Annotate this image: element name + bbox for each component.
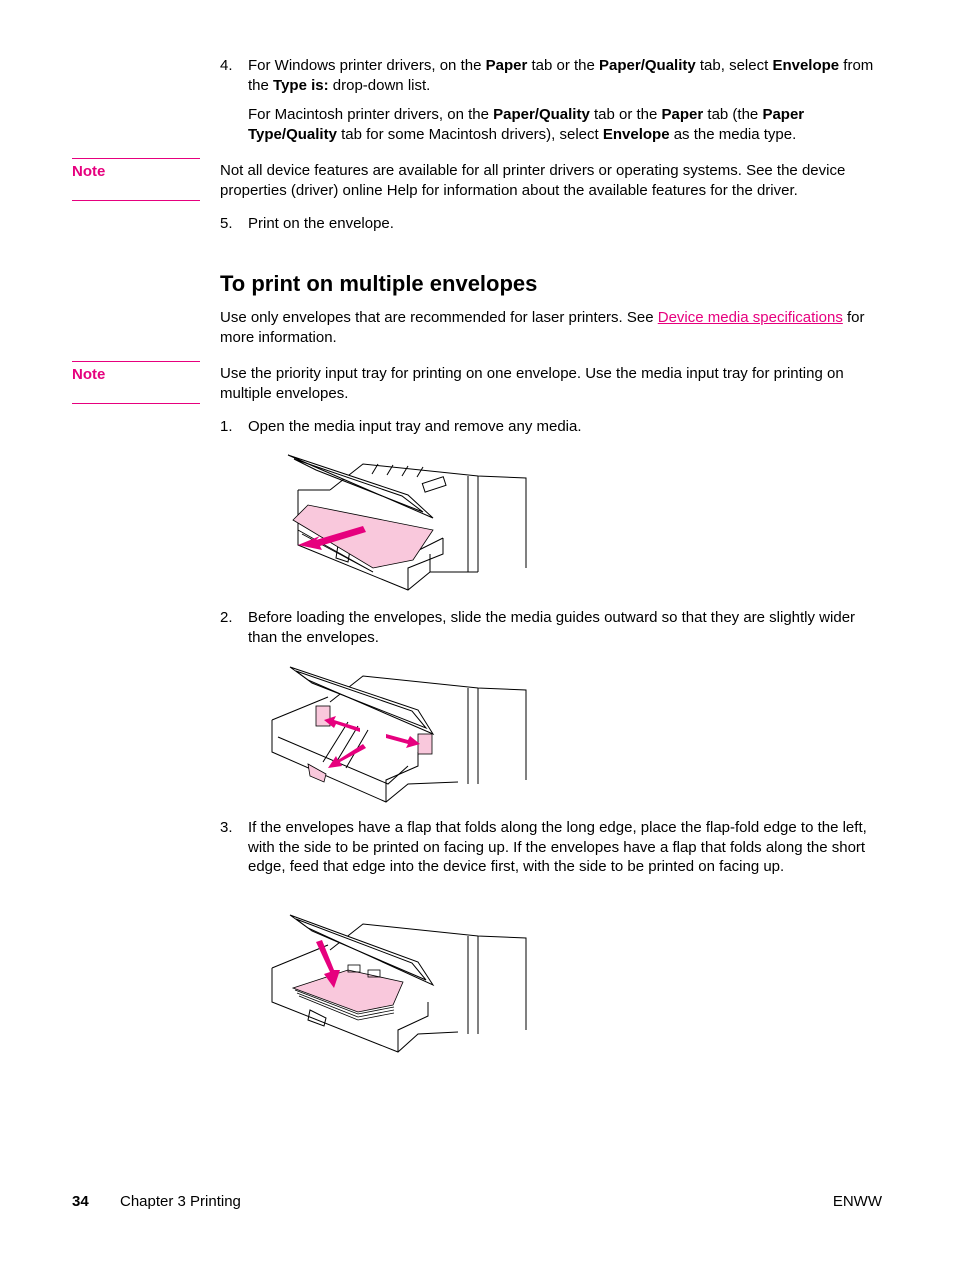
step-number: 4. [220, 57, 233, 74]
section-intro: Use only envelopes that are recommended for laser printers. See Device media specifications for more information. [220, 309, 865, 346]
slide-media-guides-illustration [268, 662, 530, 804]
chapter-title: Chapter 3 Printing [120, 1193, 241, 1210]
step-4-mac-text: For Macintosh printer drivers, on the Paper/Quality tab or the Paper tab (the Paper Type/Quality tab for some Macintosh drivers), select Envelope as the media type. [248, 106, 805, 143]
step-number: 5. [220, 215, 233, 232]
step-text: Before loading the envelopes, slide the media guides outward so that they are slightly wider than the envelopes. [248, 609, 856, 646]
step-text: Print on the envelope. [248, 215, 394, 232]
step-text: Open the media input tray and remove any media. [248, 418, 582, 435]
note-bottom-rule [72, 200, 200, 201]
note-bottom-rule [72, 403, 200, 404]
device-media-specifications-link[interactable]: Device media specifications [657, 309, 843, 326]
page-number: 34 [72, 1193, 89, 1210]
note-top-rule [72, 361, 200, 362]
step-text: If the envelopes have a flap that folds along the long edge, place the flap-fold edge to the left, with the side to be printed on facing up. If the envelopes have a flap that folds along the short edge, feed that edge into the device first, with the side to be printed on facing up. [248, 819, 867, 875]
note-top-rule [72, 158, 200, 159]
step-number: 3. [220, 819, 233, 836]
step-4-windows-text: For Windows printer drivers, on the Paper tab or the Paper/Quality tab, select Envelope from the Type is: drop-down list. [248, 57, 874, 94]
step-number: 2. [220, 609, 233, 626]
footer-right: ENWW [832, 1193, 882, 1210]
note-text: Not all device features are available for all printer drivers or operating systems. See the device properties (driver) online Help for information about the available features for the driver. [220, 162, 846, 199]
step-number: 1. [220, 418, 233, 435]
note-label: Note [72, 163, 106, 180]
note-label: Note [72, 366, 106, 383]
remove-media-illustration [268, 450, 530, 592]
note-text: Use the priority input tray for printing on one envelope. Use the media input tray for printing on multiple envelopes. [220, 365, 844, 402]
section-heading: To print on multiple envelopes [220, 271, 538, 296]
load-envelopes-illustration [268, 910, 530, 1055]
